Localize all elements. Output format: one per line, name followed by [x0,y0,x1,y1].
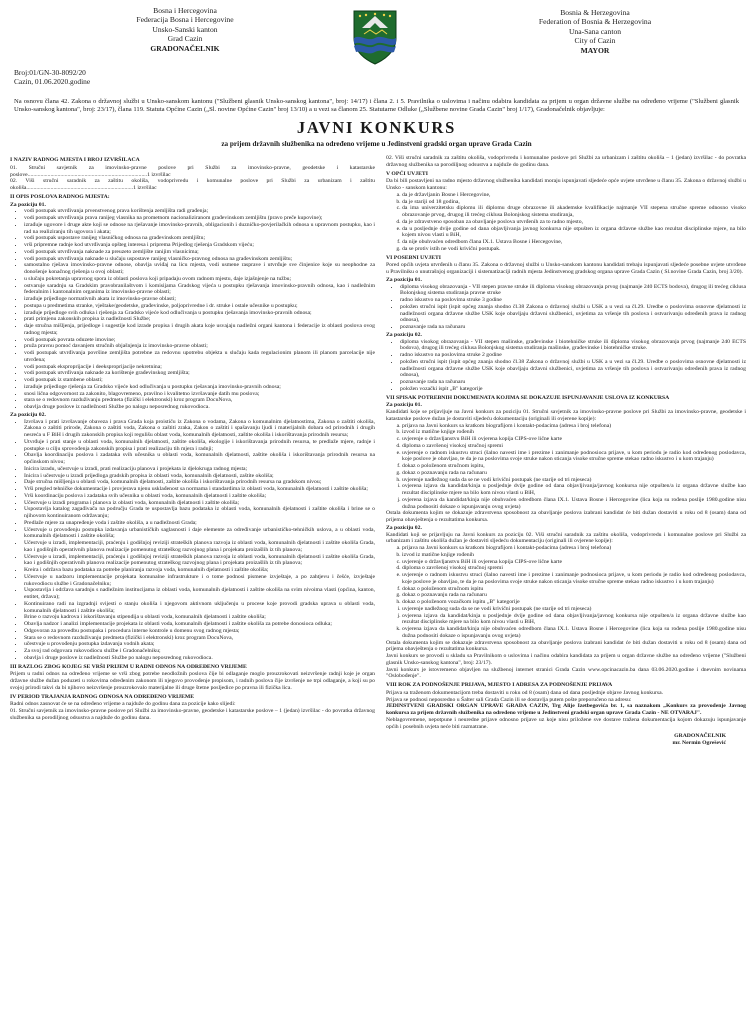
list-item: • Učestvuje u provođenju postupka izdavanja urbanističkih saglasnosti i daje elemente za određivanje urbanističko-tehničkih uslova, a u oblasti voda, komunalnih djelatnosti i zaštite okoliša; [24,527,375,541]
section-text: Prijem u radni odnos na određeno vrijeme se vrši zbog potrebe neodložnih poslova čije bi odlaganje moglo prouzrokovati neizvršenje radnji koje je organ državne službe dužan poduzeti u rokovima određenim zakonom ili njegovo provođenje propisom, i radnih poslova čije izvršenje ne trpi odlaganje, a koji su po svojoj prirodi takvi da bi njihovo neizvršenje prouzrokovalo materijalne ili druge štetne posljedice po pravna ili fizička lica. [10,671,375,691]
section-heading: I NAZIV RADNOG MJESTA I BROJ IZVRŠILACA [10,157,140,163]
list-item: • Inicira i učestvuje u izradi prijedloga gradskih propisa iz oblasti voda, komunalnih djelatnosti, zaštite okoliša; [24,473,375,480]
letterhead [0,6,753,66]
list-item: g. da se protiv istih ne vodi krivični postupak. [402,246,746,253]
list-item: • Daje stručna mišljenja u oblasti voda, komunalnih djelatnosti, zaštite okoliša i iskorištavanja prirodnih resursa na gradskom nivou; [24,479,375,486]
list-item: h. uvjerenje nadležnog suda da se ne vodi krivični postupak (ne starije od tri mjeseca) [402,477,746,484]
duties-list [10,419,375,662]
list-item: • vrši pripremne radnje kod utvrđivanja opšteg interesa i priprema Prijedlog rješenja Gradskom vijeću; [24,242,375,249]
reference-date: Cazin, 01.06.2020.godine [14,77,91,86]
letterhead-left [110,6,260,53]
document-subtitle: za prijem državnih službenika na određeno vrijeme u Jedinstveni gradski organ uprave Grada Cazin [221,140,532,148]
list-item: h. dokaz o položenom vozačkom ispitu „B" kategorije [402,599,746,606]
position-item: 02. Viši stručni saradnik za zaštitu okoliša, vodoprivredu i komunalne poslove pri Službi za urbanizam i zaštitu okoliša...........................................................................1 izvršilac [10,178,375,191]
list-item: e. uvjerenje o radnom iskustvu struci (šalno navesti ime i prezime i zanimanje podnosioca prijave, u kom periodu je radio kod određenog poslodavca, koje poslove je obavljao, te da je na poslovima svoje struke nakon sticanja visoke stručne spreme stekao radno iskustvo i u kom trajanju) [402,572,746,586]
list-item: • Obavlja nadzor i analizi implementacije projekata iz oblasti voda, komunalnih djelatnosti i zaštite okoliša za potrebe donosioca odluka; [24,621,375,628]
section-text: Prijava se podnosi neposredno u Šalter sali Grada Cazin ili se dostavlja putem pošte preporučeno na adresu: [386,696,632,703]
list-item: • vodi postupak utvrđivanja površine zemljišta potrebne za redovnu upotrebu objekta u slučaju kada regulacionim planom ili planom parcelacije nije utvrđena; [24,350,375,364]
list-item: c. uvjerenje o državljanstvu BiH ili ovjerena kopija CIPS-ove lične karte [402,436,746,443]
publication-note: Javni konkurs se provodi u skladu sa Pravilnikom o uslovima i načinu odabira kandidata za prijem u organ državne službe na određeno vrijeme ("Službeni glasnik Unsko-sanskog kantona", broj: 23/17). [386,653,746,666]
list-item: • postupa u predmetima stranke, vještake/geodetske, građevinske, poljoprivredne i dr. struke i ostale učesnike u postupku; [24,303,375,310]
documents-list [386,545,746,640]
list-item: • Inicira izradu, učestvuje u izradi, prati realizaciju planova i projekata iz djelokruga radnog mjesta; [24,466,375,473]
list-item: • vodi postupak utvrđivanja naknade za preuzeto zemljište ranijim vlasnicima; [24,249,375,256]
list-item: b. da je stariji od 18 godina, [402,199,746,206]
left-column [10,155,375,1023]
list-item: • Za svoj rad odgovara rukovodiocu službe i Gradonačelniku; [24,648,375,655]
list-item: • položen vozački ispit „B" kategorije [400,386,746,393]
list-item: d. diploma o završenoj visokoj stručnoj spremi [402,443,746,450]
section-heading: II OPIS POSLOVA RADNOG MJESTA: [10,193,110,200]
list-item: d. da je zdravstveno sposoban za obavljanje poslova utvrđenih za to radno mjesto, [402,219,746,226]
list-item: • Odgovoran za provedbu postupaka i procedura interne kontrole u domenu svog radnog mjesta; [24,628,375,635]
list-item: • daje stručna mišljenja, prijedloge i sugestije kod izrade propisa i drugih akata koje usvajaju nadležni organi kantona i federacije iz oblasti poslova ovog radnog mjesta; [24,323,375,337]
list-item: • položen stručni ispit (ispit općeg znanja shodno čl.38 Zakona o državnoj službi u USK a u vezi sa čl.29. Uredbe o poslovima osnovne djelatnosti iz nadležnosti organa državne službe USK koje obavljaju državni službenici, uvjetima za vršenje tih poslova i ostvarivanju određenih prava iz radnog odnosa), [400,304,746,324]
list-item: j. ovjerena izjava da kandidat/kinja nije obuhvaćen odredbom člana IX.1. Ustava Bosne i Hercegovine (lica koja su rođena poslije 1980.godine nisu dužna podnositi dokaze o ispunjavanju ovog uvjeta) [402,497,746,511]
letterhead-left-line: Bosna i Hercegovina [153,6,217,15]
section-text: Kandidati koje se prijavljuje na Javni konkurs za poziciju 01. Stručni savjetnik za imovinsko-pravne poslove pri Službi za imovinsko-pravne, geodetske i katastarske poslove dužan je dostaviti sljedeću dokumentaciju (originali ili ovjerene kopije): [386,409,746,422]
list-item: c. uvjerenje o državljanstvu BiH ili ovjerena kopija CIPS-ove lične karte [402,559,746,566]
section-text: Prijava sa traženom dokumentacijom treba dostaviti u roku od 8 (osam) dana od dana posljednje objave Javnog konkursa. [386,689,664,696]
list-item: • Obavlja koordinaciju poslova i zadataka svih učesnika u oblasti voda, komunalnih djelatnosti, zaštite okoliša i iskorištavanja prirodnih resursa na općinskom nivou; [24,452,375,466]
list-item: • poznavanje rada na računaru [400,324,746,331]
list-item: • Stara se o redovnom razduživanju predmeta (fizički i elektronski) kroz program DocuNova, [24,635,375,642]
letterhead-left-line: Federacija Bosna i Hercegovine [136,15,234,25]
list-item: • vodi postupak eksproprijacije i deeksproprijacije nekretnina; [24,364,375,371]
list-item: • Predlaže mjere za unapređenje voda i zaštite okoliša, a u nadležnosti Grada; [24,520,375,527]
list-item: • Učestvuje u izradi programa i planova iz oblasti voda, komunalnih djelatnosti i zaštite okoliša; [24,500,375,507]
list-item: • Vrši pregled tehničke dokumentacije i provjerava njenu usklađenost sa normama i standardima iz oblasti voda, komunalnih djelatnosti i zaštite okoliša; [24,486,375,493]
list-item: • poznavanje rada na računaru [400,379,746,386]
letterhead-right-title: MAYOR [580,45,610,55]
list-item: • vodi postupak povrata oduzete imovine; [24,337,375,344]
letterhead-right-line: City of Cazin [574,36,616,46]
signature-title: GRADONAČELNIK [674,733,726,740]
letterhead-right-line: Una-Sana canton [568,26,622,36]
list-item: • snosi lična odgovornost za zakonito, blagovremeno, pravilno i kvalitetno izvršavanje datih mu poslova; [24,391,375,398]
position-subheading: Za poziciju 01. [10,201,46,208]
list-item: • samostalno rješava imovinsko-pravne odnose, obavlja uviđaj na licu mjesta, vodi usmene rasprave i utvrđuje sve činjenice koje su neophodne za donošenje konačnog rješenja u ovoj oblasti; [24,262,375,276]
document-title: JAVNI KONKURS [296,118,457,137]
documents-list [386,423,746,511]
letterhead-left-line: Grad Cazin [167,34,203,44]
list-item: • Vrši koordinaciju poslova i zadataka svih učesnika u oblasti voda, komunalnih djelatnosti i zaštite okoliša; [24,493,375,500]
list-item: a. prijava na Javni konkurs sa kratkom biografijom i kontakt-podacima (adresa i broj telefona) [402,423,746,430]
right-column [386,155,746,1023]
list-item: • učestvuje u provođenju postupka izdavanja vodnih akata; [24,641,375,648]
section-text: Radni odnos zasnovat će se na određeno vrijeme a najduže do godinu dana za pozicije kako slijedi: [10,701,236,708]
list-item: • radno iskustvo na poslovima struke 2 godine [400,352,746,359]
section-heading: VI POSEBNI UVJETI [386,254,441,261]
list-item: • Učestvuje u nadzoru implementacije projekata komunalne infrastrukture i o tome podnosi pismene izvještaje, a po zahtjevu i češće, izvještaje rukovodiocu službe i Gradonačelniku; [24,574,375,588]
general-conditions-list [386,192,746,253]
list-item: • Kreira i održava bazu podataka za potrebe planiranja razvoja voda, komunalnih djelatnosti i zaštite okoliša; [24,567,375,574]
list-item: • obavlja i druge poslove iz nadležnosti Službe po nalogu neposrednog rukovodioca. [24,655,375,662]
list-item: • radno iskustvo na poslovima struke 3 godine [400,297,746,304]
list-item: • vodi postupak utvrđivanja prvenstvenog prava korištenja zemljišta radi građenja; [24,208,375,215]
list-item: • Kontinuirano radi na izgradnji svijesti o stanju okoliša i njegovom aktivnom uključenju u procese koje provodi gradska uprava u oblasti voda, komunalnih djelatnosti i zaštite okoliša; [24,601,375,615]
position-item: 01. Stručni savjetnik za imovinsko-pravne poslove pri Službi za imovinsko-pravne, geodetske i katastarske poslove – 1 (jedan) izvršilac - do povratka državnog službenika sa porodiljnog odsustva a najduže do godinu dana. [10,708,375,721]
position-subheading: Za poziciju 01. [386,402,422,409]
list-item: • u slučaju pokretanja upravnog spora iz oblasti poslova koji pripadaju ovom radnom mjestu, daje izjašnjenje na tužbu; [24,276,375,283]
section-text: Kandidati koji se prijavljuju na Javni konkurs za poziciju 02. Viši stručni saradnik za zaštitu okoliša, vodoprivredu i komunalne poslove pri Službi za urbanizam i zaštitu okoliša dužan je dostaviti sljedeću dokumentaciju (originali ili ovjerene kopije): [386,531,746,545]
section-text: Da bi bili postavljeni na radno mjesto državnog službenika kandidati moraju ispunjavati sljedeće opće uvjete utvrđene u članu 35. Zakona o državnoj službi u Unsko - sanskom kantonu: [386,178,746,191]
special-conditions-list [386,284,746,331]
special-conditions-list [386,339,746,393]
letterhead-right-line: Bosnia & Herzegovina [560,8,630,17]
list-item: f. da nije obuhvaćen odredbom člana IX.1. Ustava Bosne i Hercegovine, [402,239,746,246]
position-item: 02. Viši stručni saradnik za zaštitu okoliša, vodoprivredu i komunalne poslove pri Službi za urbanizam i zaštitu okoliša – 1 (jedan) izvršilac - do povratka državnog službenika sa porodiljnog odsustva a najduže do godinu dana. [386,155,746,168]
coat-of-arms-icon [350,8,400,66]
list-item: b. izvod iz matične knjige rođenih [402,429,746,436]
list-item: d. diploma o završenoj visokoj stručnoj spremi [402,565,746,572]
list-item: e. uvjerenje o radnom iskustvu struci (šalno navesti ime i prezime i zanimanje podnosioca prijave, u kom periodu je radio kod određenog poslodavca, koje poslove je obavljao, te da je na poslovima svoje struke nakon sticanja visoke stručne spreme stekao radno iskustvo i u kom trajanju) [402,450,746,464]
section-heading: VIII ROK ZA PODNOŠENJE PRIJAVA, MJESTO I ADRESA ZA PODNOŠENJE PRIJAVA [386,682,613,688]
list-item: • ostvaruje saradnju sa Gradskim pravobranilaštvom i komisijama Gradskog vijeća u postupku rješavanja imovinsko-pravnih odnosa, kao i nadležnim federalnim i kantonalnim organima iz imovinsko-pravne oblasti; [24,283,375,297]
list-item: • diploma visokog obrazovanja - VII stepen mašinske, građevinske i biotehničke struke ili diploma visokog obrazovanja prvog (najmanje 240 ECTS bodova), drugog ili trećeg ciklusa Bolonjskog sistema studiranja mašinske, građevinske i biotehničke struke. [400,339,746,353]
letterhead-right-line: Federation of Bosnia & Herzegovina [538,17,652,27]
list-item: • Učestvuje u izradi, implementaciji, praćenju i godišnjoj reviziji strateških planova razvoja iz oblasti voda, komunalnih djelatnosti i zaštite okoliša Grada, kao i godišnjih operativnih planova realizacije pomenutog strateškog razvojnog plana i projekata proizašlih iz tih planova; [24,554,375,568]
list-item: • pruža pravnu pomoć davanjem stručnih objašnjenja iz imovinsko-pravne oblasti; [24,343,375,350]
section-text: Pored općih uvjeta utvrđenih u članu 35. Zakona o državnoj službi u Unsko-sanskom kantonu kandidati trebaju ispunjavati sljedeće posebne uvjete utvrđene u Pravilniku o unutrašnjoj organizaciji i sistematizaciji radnih mjesta Jedinstvenog gradskog organa uprave Grada Cazin ( Sl.novine Grada Cazin, broj 3/20). [386,262,746,275]
list-item: • Uspostavlja i održava saradnju s nadležnim institucijama iz oblasti voda, komunalnih djelatnosti i zaštite okoliša na svim nivoima vlasti (općina, kanton, entitet, država); [24,587,375,601]
list-item: a. prijava na Javni konkurs sa kratkom biografijom i kontakt-podacima (adresa i broj telefona) [402,545,746,552]
letterhead-left-title: GRADONAČELNIK [150,43,220,53]
section-text: Neblagovremene, nepotpune i neuredne prijave odnosno prijave uz koje nisu priložene sve dostave tražena dokumentacija kojom dokazuju ispunjavanje općih i posebnih uvjeta neće biti razmatrane. [386,716,746,730]
list-item: • položen stručni ispit (ispit općeg znanja shodno čl.38 Zakona o državnoj službi u USK a u vezi sa čl.29. Uredbe o poslovima osnovne djelatnosti iz nadležnosti organa državne službe USK koje obavljaju državni službenici, uvjetima za vršenje tih poslova i ostvarivanju određenih prava iz radnog odnosa), [400,359,746,379]
list-item: • vodi postupak utvrđivanja naknade za korištenje građevinskog zemljišta; [24,370,375,377]
list-item: • vodi postupak utvrđivanja naknade u slučaju uspostave ranijeg vlasničko-pravnog odnosa na građevinskom zemljištu; [24,256,375,263]
section-heading: IV PERIOD TRAJANJA RADNOG ODNOSA NA ODREĐENO VRIJEME [10,693,195,700]
list-item: • stara se o redovnom razduživanju predmeta (fizički i elektronski) kroz program DocuNova, [24,397,375,404]
duties-list [10,208,375,411]
section-heading: V OPĆI UVJETI [386,170,428,177]
signature-name: mr. Nermin Ogrešević [672,740,726,746]
position-subheading: Za poziciju 02. [386,331,422,338]
list-item: e. da u posljednje dvije godine od dana objavljivanja javnog konkursa nije otpušten iz organa državne službe kao rezultat disciplinske mjere, na bilo kojem nivou vlasti u BiH, [402,226,746,240]
intro-paragraph: Na osnovu člana 42. Zakona o državnoj službi u Unsko-sanskom kantonu ("Službeni glasnik Unsko-sanskog kantona", broj: 14/17) i člana 2. i 5. Pravilnika o uslovima i načinu odabira kandidata za prijem u organ državne službe na određeno vrijeme ("Službeni glasnik Unsko-sanskog kantona", broj: 23/17), člana 119. Statuta Općine Cazin („Sl. novine Općine Cazin" broj 13/10) a u vezi sa članom 25. Statutarne Odluke („Službene novine Grada Cazin" broj 1/17), Gradonačelnik objavljuje: [14,98,739,114]
publication-note: Javni konkurs je istovremeno objavljen na službenoj internet stranici Grada Cazin www.opcinacazin.ba dana 03.06.2020.godine i dnevnim novinama "Oslobođenje". [386,666,746,680]
position-subheading: Za poziciju 02. [10,411,46,418]
list-item: • vodi postupak utvrđivanja prava ranijeg vlasnika na prometnom nacionaliziranom građevinskom zemljištu (pravo preče kupovine); [24,215,375,222]
list-item: g. dokaz o poznavanju rada na računaru [402,592,746,599]
list-item: i. ovjerena izjava da kandidat/kinja u posljednje dvije godine od dana objavljivanja/javnog konkursa nije otpušten/a iz organa državne službe kao rezultat disciplinske mjere na bilo kom nivou vlasti u BiH, [402,483,746,497]
list-item: • Izvršava i prati izvršavanje obaveza i prava Grada koja proističu iz Zakona o vodama, Zakona o komunalnim djelatnostima, Zakona o zaštiti okoliša, Zakona o zaštiti prirode, Zakona o zaštiti voda, Zakona o zaštiti zraka, Zakon o zaštiti i spašavanju ljudi i materijalnih dobara od prirodnih i drugih nesreća u F BiH i drugih zakonskih propisa koji regulišu oblast voda, komunalnih djelatnosti, zaštite okoliša i iskorištavanja prirodnih resursa; [24,419,375,439]
list-item: • Brine o razvoju kadrova i iskorištavanju stipendija u oblasti voda, komunalnih djelatnosti i zaštite okoliša; [24,614,375,621]
list-item: k. ovjerena izjava da kandidat/kinja nije obuhvaćen odredbom člana IX.1. Ustava Bosne i Hercegovine (lica koja su rođena poslije 1980.godine nisu dužna podnositi dokaze o ispunjavanju ovog uvjeta) [402,626,746,640]
section-heading: III RAZLOG ZBOG KOJEG SE VRŠI PRIJEM U RADNI ODNOS NA ODREĐENO VRIJEME [10,663,247,670]
list-item: • izrađuje prijedloge svih odluka i rješenja za Gradsko vijeće kod odlučivanja u postupku rješavanja imovinsko-pravnih odnosa; [24,310,375,317]
list-item: • izrađuje prijedloge normativnih akata iz imovinsko-pravne oblasti; [24,296,375,303]
position-subheading: Za poziciju 02. [386,524,422,531]
list-item: • Uspostavlja katalog zagađivača na području Grada te uspostavlja bazu podataka iz oblasti voda, komunalnih djelatnosti i zaštite okoliša i brine se o njihovom kontinuiranom održavanju; [24,506,375,520]
list-item: f. dokaz o položenom stručnom ispitu [402,586,746,593]
list-item: g. dokaz o poznavanju rada na računaru [402,470,746,477]
list-item: i. uvjerenje nadležnog suda da se ne vodi krivični postupak (ne starije od tri mjeseca) [402,606,746,613]
position-subheading: Za poziciju 01. [386,276,422,283]
list-item: • izrađuje ugovore i druge akte koji se odnose na rješavanje imovinsko-pravnih, obligacionih i duzničko-povjerilačkih odnosa u upravnom postupku, kao i rad na realiziranju tih ugovora i akata; [24,222,375,236]
submission-address: JEDINSTVENI GRADSKI ORGAN UPRAVE GRADA CAZIN, Trg Alije Izetbegovića br. 1, sa naznakom „Konkurs za provođenje Javnog konkursa za prijem državnih službenika na određeno vrijeme u Jedinstveni gradski organ uprave Grada Cazin - NE OTVARAJ". [386,703,746,716]
list-item: • Utvrđuje i prati stanje u oblasti voda, komunalnih djelatnosti, zaštite okoliša, ekologije i iskorištavanja prirodnih resursa, te predlaže mjere, radnje i postupke u cilju sprovođenja zakonskih propisa i prati realizaciju tih mjera i radnji; [24,439,375,453]
list-item: • obavlja druge poslove iz nadležnosti Službe po nalogu neposrednog rukovodioca. [24,404,375,411]
section-note: Ostala dokumenta kojim se dokazuje zdravstvena sposobnost za obavljanje poslova izabrani kandidat će biti dužan dostaviti u roku od 8 (osam) dana od prijema obavještenja o rezultatima konkursa. [386,510,746,523]
section-note: Ostala dokumenta kojim se dokazuje zdravstvena sposobnost za obavljanje poslova izabrani kandidat će biti dužan dostaviti u roku od 8 (osam) dana od prijema obavještenja o rezultatima konkursa. [386,639,746,653]
letterhead-left-line: Unsko-Sanski kanton [152,24,218,34]
list-item: • Učestvuje u izradi, implementaciji, praćenju i godišnjoj reviziji strateških planova razvoja iz oblasti voda, komunalnih djelatnosti i zaštite okoliša Grada, kao i godišnjih operativnih planova realizacije pomenutog strateškog razvojnog plana i projekata proizašlih iz tih planova; [24,540,375,554]
list-item: • vodi postupak iz stambene oblasti; [24,377,375,384]
reference-number: Broj:01/GN-30-8092/20 [14,68,86,77]
list-item: c. da ima univerzitetsku diplomu ili diplomu druge obrazovne ili akademske kvalifikacije najmanje VII stepena stručne spreme odnosno visoko obrazovanje prvog, drugog ili trećeg ciklusa Bolonjskog sistema studiranja, [402,205,746,219]
list-item: • vodi postupak uspostave ranijeg vlasničkog odnosa na građevinskom zemljištu; [24,235,375,242]
position-item: 01. Stručni savjetnik za imovinsko-pravne poslove pri Službi za imovinsko-pravne, geodetske i katastarske poslove....................................................................................1 izvršilac [10,164,375,178]
list-item: • izrađuje prijedloge rješenja za Gradsko vijeće kod odlučivanja u postupku rješavanja imovinsko-pravnih odnosa; [24,384,375,391]
list-item: • diploma visokog obrazovanja - VII stepen pravne struke ili diploma visokog obrazovanja prvog (najmanje 240 ECTS bodova), drugog ili trećeg ciklusa Bolonjskog sistema studiranja pravne struke [400,284,746,298]
section-heading: VII SPISAK POTREBNIH DOKUMENATA KOJIMA SE DOKAZUJE ISPUNJAVANJE USLOVA IZ KONKURSA [386,394,670,401]
letterhead-right [520,8,670,55]
list-item: f. dokaz o položenom stručnom ispitu, [402,463,746,470]
list-item: b. izvod iz matične knjige rođenih [402,552,746,559]
reference-block [14,68,90,86]
list-item: j. ovjerena izjava da kandidat/kinja u posljednje dvije godine od dana objavljivanja/javnog konkursa nije otpušten/a iz organa državne službe kao rezultat disciplinske mjere na bilo kom nivou vlasti u BiH, [402,613,746,627]
list-item: a. da je državljanin Bosne i Hercegovine, [402,192,746,199]
list-item: • prati primjenu zakonskih propisa iz nadležnosti Službe; [24,316,375,323]
